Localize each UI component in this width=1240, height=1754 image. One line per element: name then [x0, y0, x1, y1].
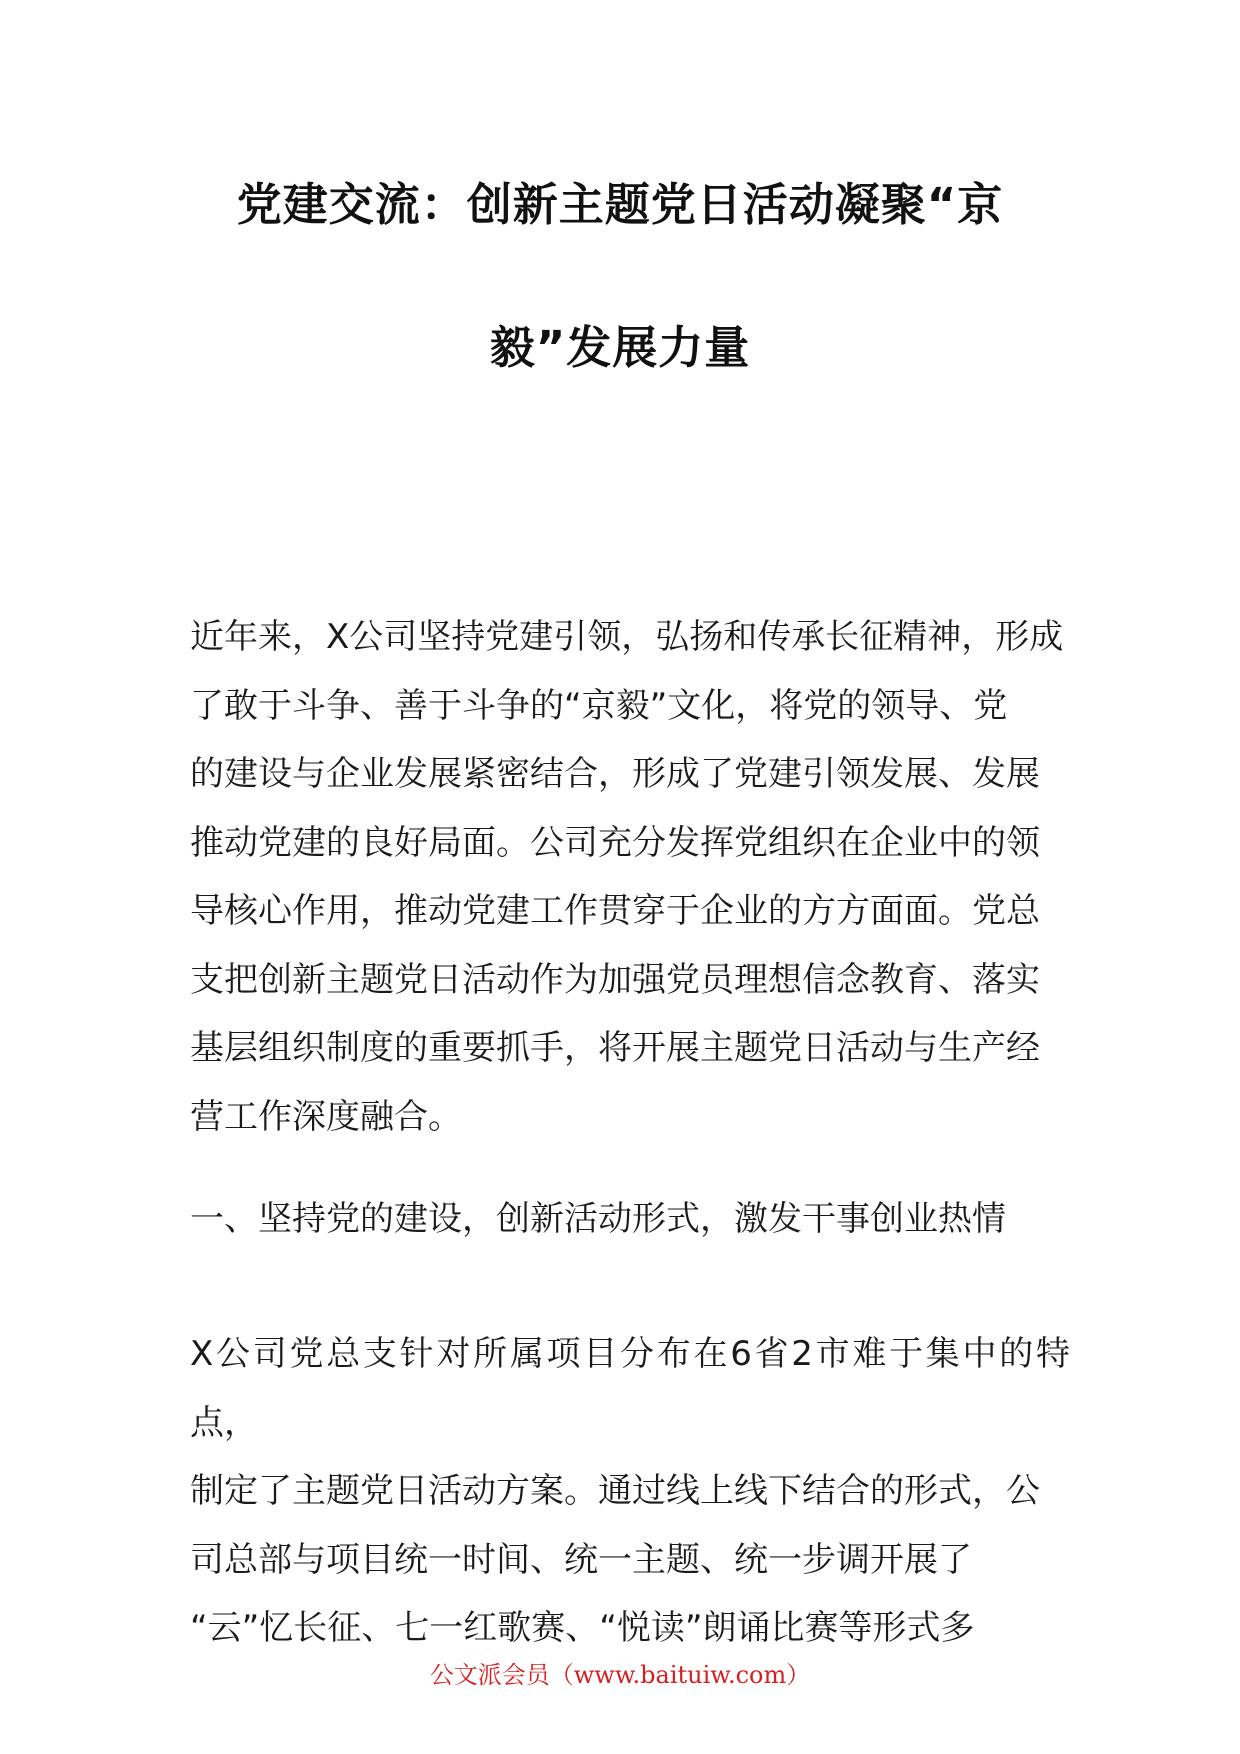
- document-title-line-1: 党建交流：创新主题党日活动凝聚“京: [236, 178, 1004, 231]
- body-paragraph-intro: 近年来，X公司坚持党建引领，弘扬和传承长征精神，形成 了敢于斗争、善于斗争的“京毅”文化，将党的领导、党 的建设与企业发展紧密结合，形成了党建引领发展、发展 推动党建的良好局面。公司充分发挥党组织在企业中的领 导核心作用，推动党建工作贯穿于企业的方方面面。党总 支把创新主题党日活动作为加强党员理想信念教育、落实 基层组织制度的重要抓手，将开展主题党日活动与生产经 营工作深度融合。: [190, 617, 1064, 1137]
- footer-watermark: 公文派会员（www.baituiw.com）: [429, 1661, 811, 1689]
- section-heading-1: 一、坚持党的建设，创新活动形式，激发干事创业热情: [190, 1199, 1006, 1239]
- document-title-line-2: 毅”发展力量: [489, 321, 751, 374]
- body-paragraph-section1: X公司党总支针对所属项目分布在6省2市难于集中的特点， 制定了主题党日活动方案。通过线上线下结合的形式，公 司总部与项目统一时间、统一主题、统一步调开展了 “云”忆长征、七一红歌赛、“悦读”朗诵比赛等形式多: [190, 1334, 1070, 1648]
